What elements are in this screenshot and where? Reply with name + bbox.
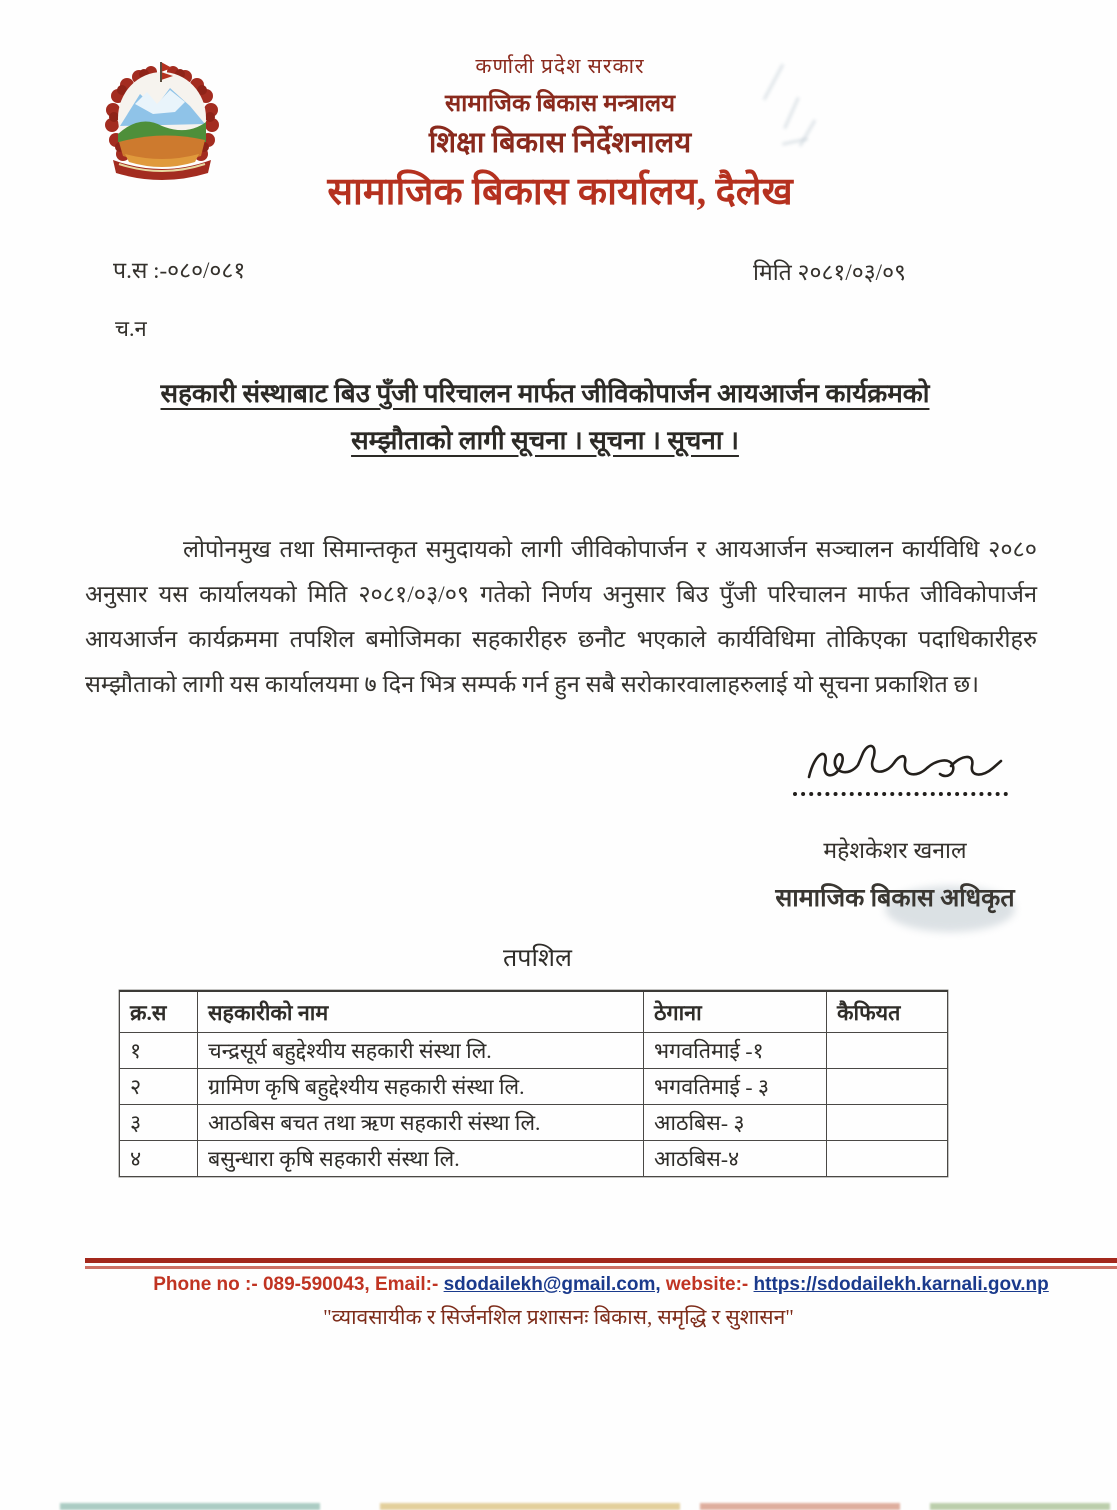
footer-slogan: "व्यावसायीक र सिर्जनशिल प्रशासनः बिकास, समृद्धि र सुशासन" — [323, 1305, 794, 1329]
cell-cooperative-name: ग्रामिण कृषि बहुद्देश्यीय सहकारी संस्था लि. — [198, 1069, 644, 1105]
notice-body-paragraph: लोपोनमुख तथा सिमान्तकृत समुदायको लागी जीविकोपार्जन र आयआर्जन सञ्चालन कार्यविधि २०८० अनुसार यस कार्यालयको मिति २०८१/०३/०९ गतेको निर्णय अनुसार बिउ पुँजी परिचालन मार्फत जीविकोपार्जन आयआर्जन कार्यक्रममा तपशिल बमोजिमका सहकारीहरु छनौट भएकाले कार्यविधिमा तोकिएका पदाधिकारीहरु सम्झौताको लागी यस कार्यालयमा ७ दिन भित्र सम्पर्क गर्न हुन सबै सरोकारवालाहरुलाई यो सूचना प्रकाशित छ। — [85, 537, 1037, 698]
footer-contact-line — [85, 1274, 1117, 1296]
col-header-cooperative-name: सहकारीको नाम — [198, 991, 644, 1033]
table-caption: तपशिल — [503, 945, 572, 972]
col-header-remarks: कैफियत — [827, 991, 948, 1033]
header-government-line: कर्णाली प्रदेश सरकार — [475, 54, 645, 78]
reference-number: प.स :-०८०/०८१ — [113, 258, 246, 283]
cooperatives-table — [119, 990, 948, 1177]
table-row — [120, 1105, 948, 1141]
cell-remarks — [827, 1033, 948, 1069]
cell-remarks — [827, 1069, 948, 1105]
cell-remarks — [827, 1105, 948, 1141]
cell-sn: १ — [120, 1033, 198, 1069]
signatory-designation: सामाजिक बिकास अधिकृत — [775, 885, 1015, 912]
header-ministry-line: सामाजिक बिकास मन्त्रालय — [444, 91, 676, 117]
cell-sn: २ — [120, 1069, 198, 1105]
table-row — [120, 1141, 948, 1177]
cell-cooperative-name: बसुन्धारा कृषि सहकारी संस्था लि. — [198, 1141, 644, 1177]
letter-date: मिति २०८१/०३/०९ — [753, 260, 906, 285]
cell-address: भगवतिमाई - ३ — [644, 1069, 827, 1105]
col-header-sn: क्र.स — [120, 991, 198, 1033]
cell-address: भगवतिमाई -१ — [644, 1033, 827, 1069]
footer-phone-email-label: Phone no :- 089-590043, Email:- — [153, 1274, 444, 1295]
signature-dotted-line — [793, 792, 1008, 796]
cell-cooperative-name: चन्द्रसूर्य बहुद्देश्यीय सहकारी संस्था लि. — [198, 1033, 644, 1069]
footer-rule-thick — [85, 1258, 1117, 1263]
subject-line-1: सहकारी संस्थाबाट बिउ पुँजी परिचालन मार्फत जीविकोपार्जन आयआर्जन कार्यक्रमको — [160, 379, 930, 408]
footer-rule-thin — [85, 1266, 1117, 1269]
scan-edge-artifact — [700, 1503, 900, 1510]
cell-cooperative-name: आठबिस बचत तथा ऋण सहकारी संस्था लि. — [198, 1105, 644, 1141]
header-office-line: सामाजिक बिकास कार्यालय, दैलेख — [327, 171, 793, 213]
cell-sn: ४ — [120, 1141, 198, 1177]
header-directorate-line: शिक्षा बिकास निर्देशनालय — [428, 127, 692, 159]
table-header-row — [120, 991, 948, 1033]
cell-address: आठबिस- ३ — [644, 1105, 827, 1141]
subject-line-2: सम्झौताको लागी सूचना । सूचना । सूचना । — [351, 426, 739, 455]
scan-edge-artifact — [380, 1503, 680, 1510]
scan-edge-artifact — [60, 1503, 320, 1510]
handwritten-signature — [795, 733, 1015, 800]
col-header-address: ठेगाना — [644, 991, 827, 1033]
cell-sn: ३ — [120, 1105, 198, 1141]
cell-address: आठबिस-४ — [644, 1141, 827, 1177]
table-row — [120, 1033, 948, 1069]
footer-website-label: website:- — [660, 1274, 754, 1295]
cell-remarks — [827, 1141, 948, 1177]
signatory-name: महेशकेशर खनाल — [823, 838, 967, 863]
table-row — [120, 1069, 948, 1105]
footer-email-link[interactable]: sdodailekh@gmail.com, — [443, 1274, 661, 1295]
chalani-number: च.न — [115, 316, 147, 341]
footer-website-link[interactable]: https://sdodailekh.karnali.gov.np — [753, 1274, 1049, 1295]
scan-edge-artifact — [930, 1503, 1110, 1510]
